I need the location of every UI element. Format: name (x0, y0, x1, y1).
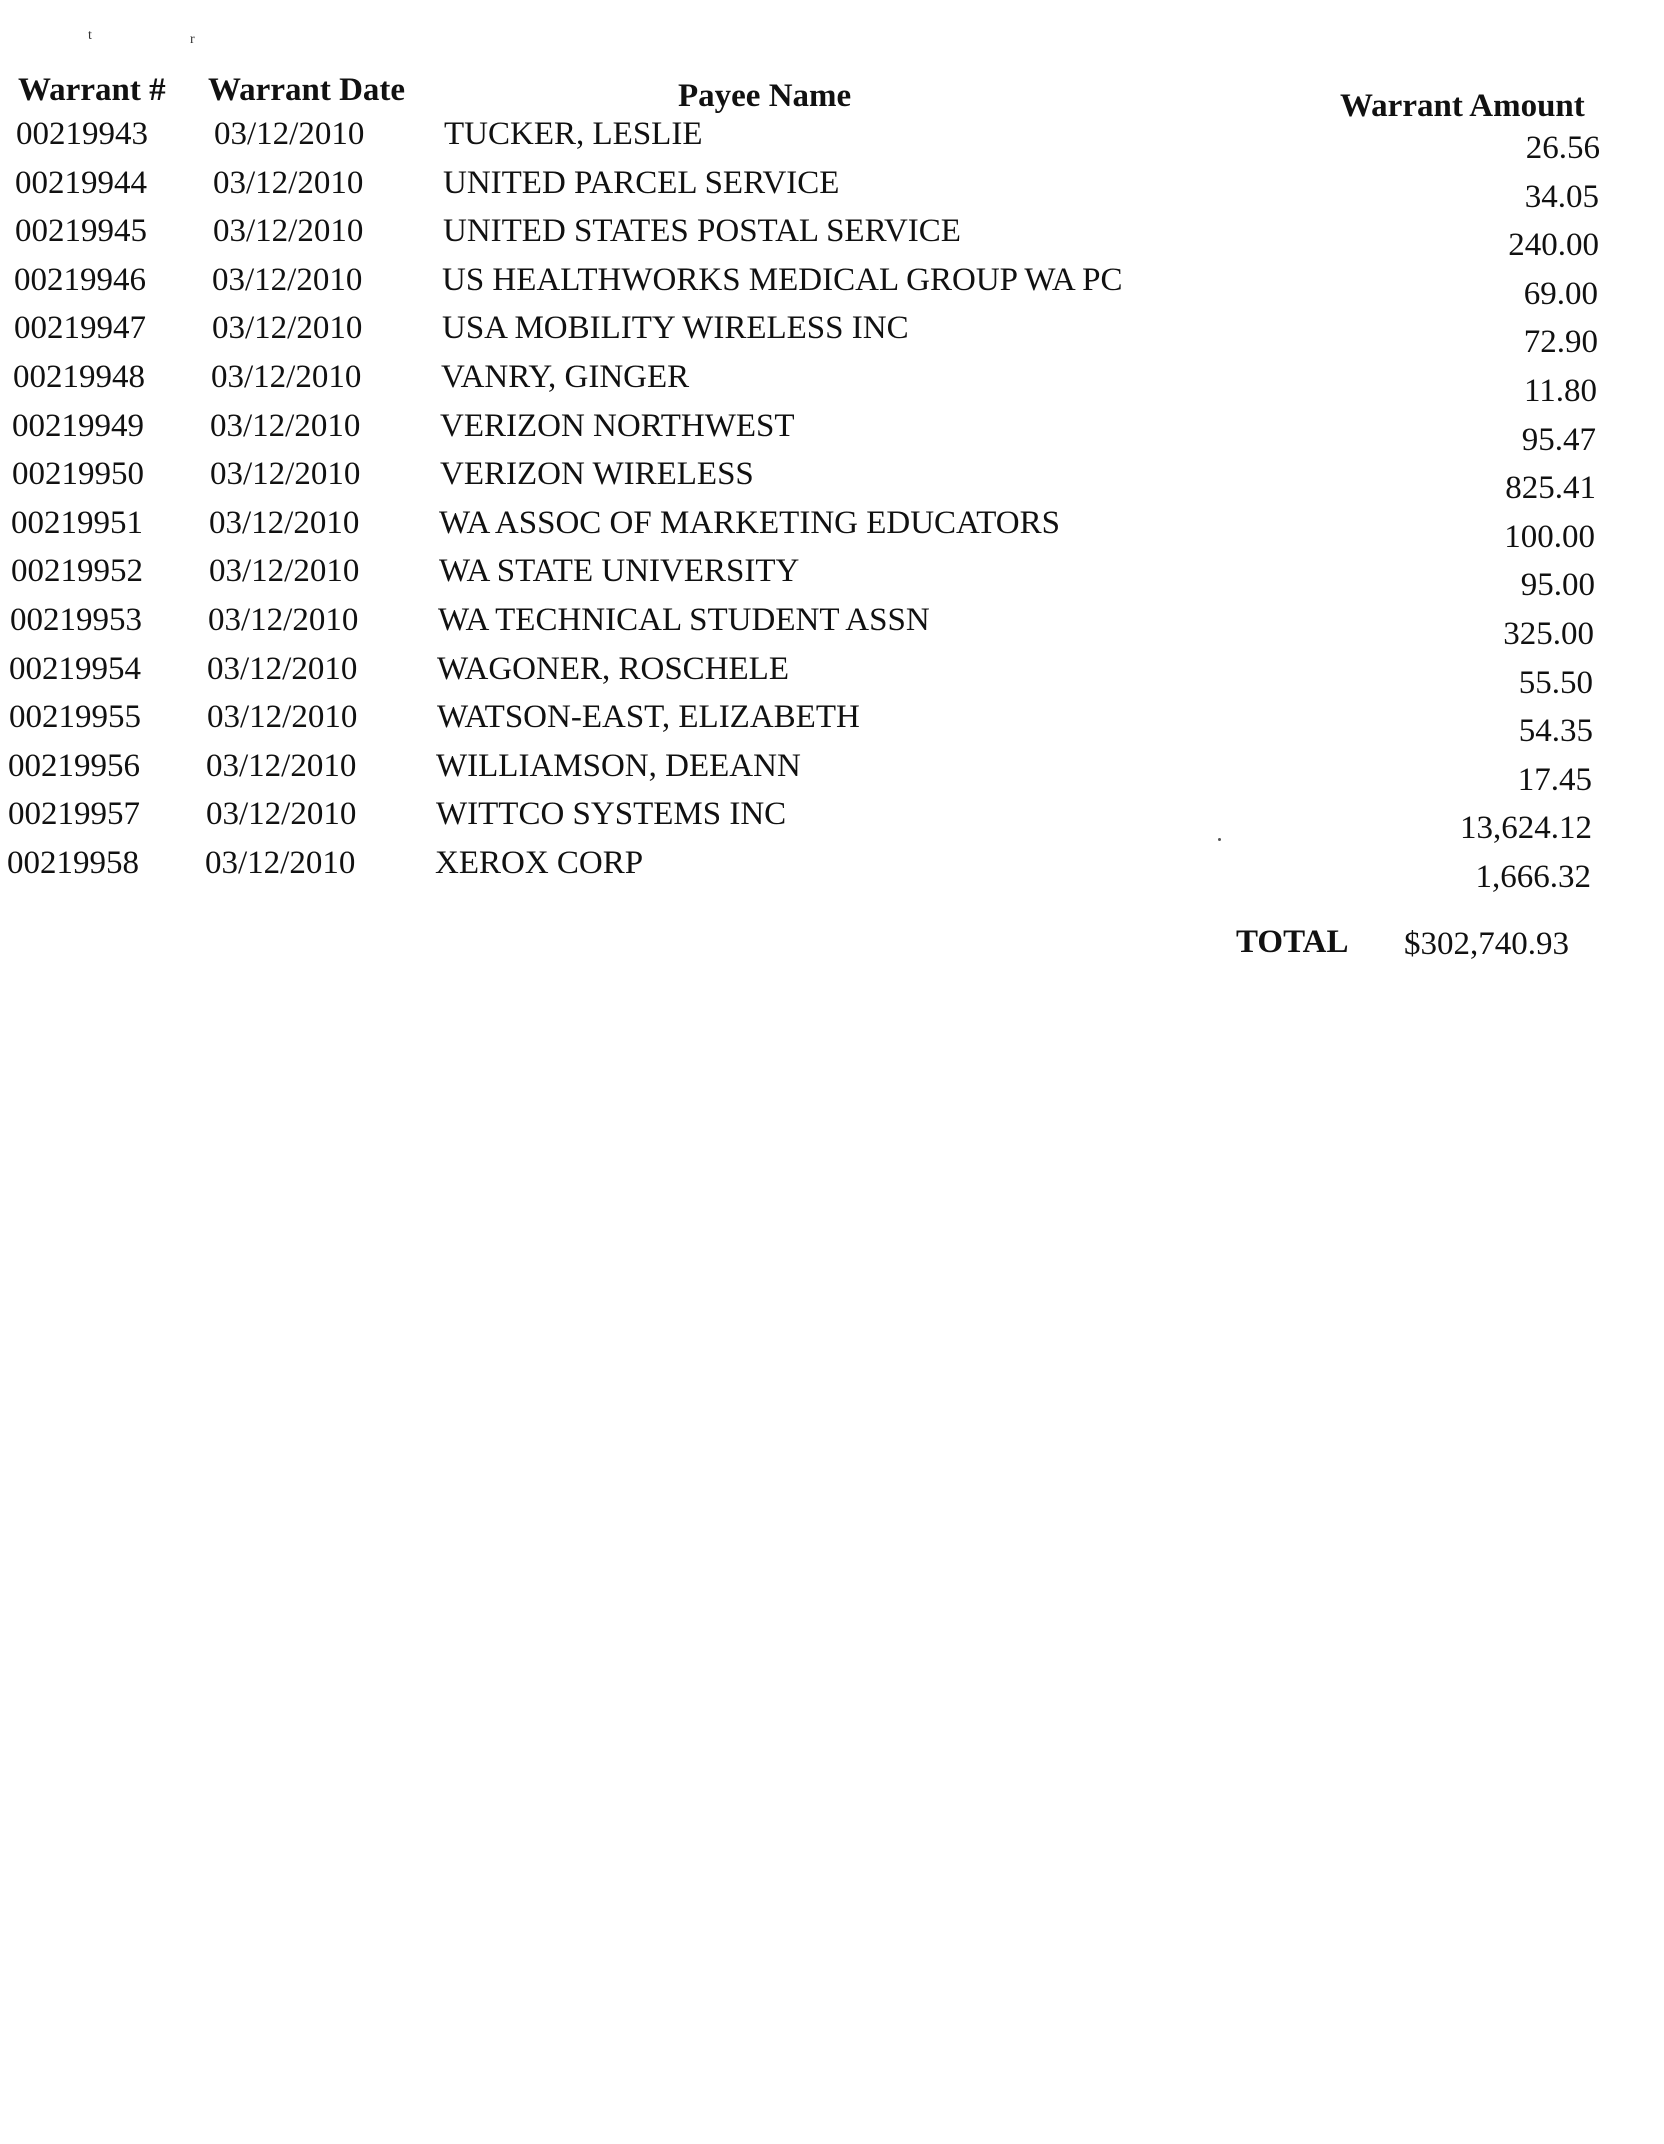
warrant-date: 03/12/2010 (212, 310, 363, 346)
table-row (0, 796, 1664, 844)
warrant-number: 00219953 (10, 602, 142, 638)
scan-mark (1218, 838, 1221, 841)
warrant-amount: 54.35 (1518, 713, 1593, 749)
warrant-number: 00219945 (15, 213, 147, 249)
header-warrant-amount: Warrant Amount (1340, 88, 1585, 124)
header-warrant-date: Warrant Date (208, 72, 406, 108)
total-label: TOTAL (1236, 924, 1349, 960)
payee-name: XEROX CORP (435, 845, 644, 881)
payee-name: TUCKER, LESLIE (444, 116, 703, 152)
warrant-date: 03/12/2010 (207, 651, 358, 687)
warrant-amount: 17.45 (1517, 762, 1592, 798)
warrant-date: 03/12/2010 (214, 116, 365, 152)
payee-name: UNITED PARCEL SERVICE (443, 165, 840, 201)
warrant-date: 03/12/2010 (210, 408, 361, 444)
table-row (0, 651, 1664, 699)
warrant-amount: 34.05 (1524, 179, 1599, 215)
warrant-date: 03/12/2010 (206, 748, 357, 784)
warrant-number: 00219952 (11, 553, 143, 589)
warrant-date: 03/12/2010 (206, 796, 357, 832)
table-row (0, 262, 1664, 310)
scan-speck: r (190, 32, 195, 47)
warrant-date: 03/12/2010 (208, 602, 359, 638)
scan-speck: t (88, 28, 92, 43)
payee-name: USA MOBILITY WIRELESS INC (442, 310, 909, 346)
table-row (0, 359, 1664, 407)
warrant-number: 00219948 (13, 359, 145, 395)
table-row (0, 116, 1664, 164)
payee-name: WATSON-EAST, ELIZABETH (437, 699, 860, 735)
warrant-amount: 13,624.12 (1460, 810, 1592, 846)
warrant-number: 00219956 (8, 748, 140, 784)
warrant-date: 03/12/2010 (207, 699, 358, 735)
warrant-date: 03/12/2010 (210, 456, 361, 492)
payee-name: VERIZON NORTHWEST (440, 408, 795, 444)
header-payee-name: Payee Name (678, 78, 852, 114)
table-row (0, 456, 1664, 504)
warrant-number: 00219944 (15, 165, 147, 201)
warrant-amount: 325.00 (1503, 616, 1594, 652)
header-warrant-number: Warrant # (18, 72, 166, 108)
warrant-amount: 100.00 (1504, 519, 1595, 555)
warrant-number: 00219958 (7, 845, 139, 881)
table-row (0, 602, 1664, 650)
warrant-amount: 72.90 (1523, 324, 1598, 360)
payee-name: WILLIAMSON, DEEANN (436, 748, 801, 784)
payee-name: WA STATE UNIVERSITY (439, 553, 800, 589)
warrant-number: 00219943 (16, 116, 148, 152)
warrant-amount: 95.47 (1521, 422, 1596, 458)
warrant-date: 03/12/2010 (212, 262, 363, 298)
table-row (0, 408, 1664, 456)
warrant-amount: 240.00 (1508, 227, 1599, 263)
warrant-number: 00219946 (14, 262, 146, 298)
warrant-amount: 95.00 (1520, 567, 1595, 603)
warrant-number: 00219955 (9, 699, 141, 735)
payee-name: WA ASSOC OF MARKETING EDUCATORS (439, 505, 1060, 541)
warrant-date: 03/12/2010 (211, 359, 362, 395)
table-row (0, 845, 1664, 893)
warrant-date: 03/12/2010 (205, 845, 356, 881)
warrant-number: 00219950 (12, 456, 144, 492)
warrant-date: 03/12/2010 (213, 213, 364, 249)
table-row (0, 213, 1664, 261)
warrant-date: 03/12/2010 (209, 505, 360, 541)
payee-name: US HEALTHWORKS MEDICAL GROUP WA PC (442, 262, 1123, 298)
warrant-amount: 825.41 (1505, 470, 1596, 506)
warrant-amount: 69.00 (1523, 276, 1598, 312)
warrant-amount: 26.56 (1525, 130, 1600, 166)
total-value: $302,740.93 (1404, 926, 1569, 962)
table-row (0, 553, 1664, 601)
warrant-amount: 1,666.32 (1475, 859, 1591, 895)
payee-name: WITTCO SYSTEMS INC (436, 796, 787, 832)
warrant-number: 00219947 (14, 310, 146, 346)
table-row (0, 165, 1664, 213)
warrant-date: 03/12/2010 (209, 553, 360, 589)
payee-name: WA TECHNICAL STUDENT ASSN (438, 602, 930, 638)
warrant-amount: 55.50 (1518, 665, 1593, 701)
warrant-date: 03/12/2010 (213, 165, 364, 201)
table-row (0, 505, 1664, 553)
table-row (0, 748, 1664, 796)
warrant-number: 00219957 (8, 796, 140, 832)
warrant-amount: 11.80 (1523, 373, 1597, 409)
table-row (0, 699, 1664, 747)
table-row (0, 310, 1664, 358)
payee-name: VANRY, GINGER (441, 359, 690, 395)
warrant-number: 00219951 (11, 505, 143, 541)
payee-name: VERIZON WIRELESS (440, 456, 754, 492)
warrant-number: 00219954 (9, 651, 141, 687)
warrant-number: 00219949 (12, 408, 144, 444)
payee-name: WAGONER, ROSCHELE (437, 651, 789, 687)
payee-name: UNITED STATES POSTAL SERVICE (443, 213, 961, 249)
